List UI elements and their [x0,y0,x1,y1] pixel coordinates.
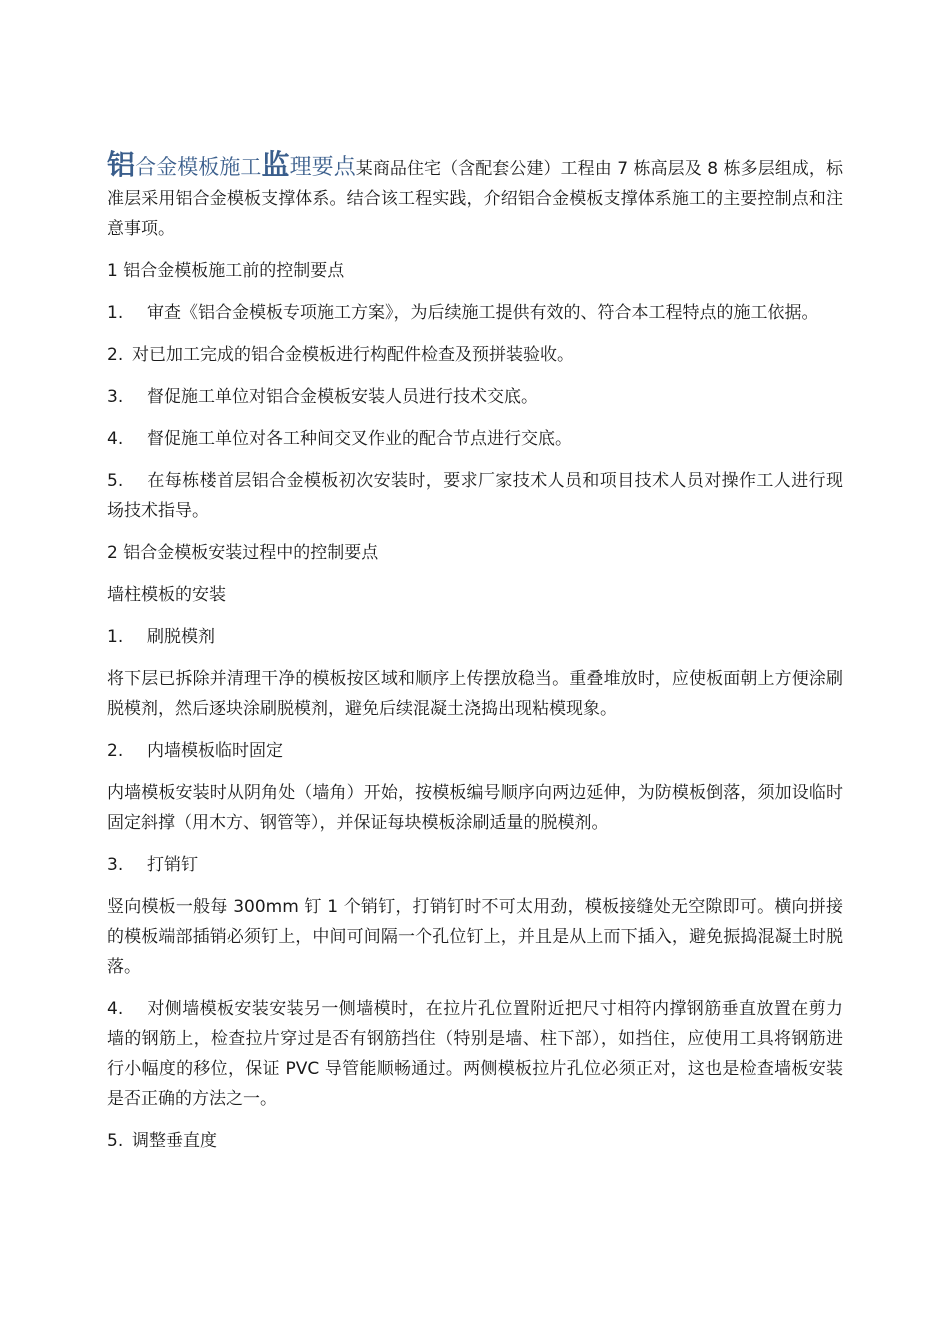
list-item: 5. 在每栋楼首层铝合金模板初次安装时，要求厂家技术人员和项目技术人员对操作工人进行现场技术指导。 [107,471,843,521]
list-item: 4. 对侧墙模板安装安装另一侧墙模时，在拉片孔位置附近把尺寸相符内撑钢筋垂直放置在剪力墙的钢筋上，检查拉片穿过是否有钢筋挡住（特别是墙、柱下部），如挡住，应使用工具将钢筋进行小幅度的移位，保证 PVC 导管能顺畅通过。两侧模板拉片孔位必须正对，这也是检查墙板安装是否正确的方法之一。 [107,999,843,1109]
intro-paragraph [107,150,843,244]
list-item: 5. 调整垂直度 [107,1131,217,1151]
intro-text: 某商品住宅（含配套公建）工程由 7 栋高层及 8 栋多层组成，标准层采用铝合金模板支撑体系。结合该工程实践，介绍铝合金模板支撑体系施工的主要控制点和注意事项。 [107,159,843,239]
section1-heading: 1 铝合金模板施工前的控制要点 [107,261,345,281]
document-title: 铝合金模板施工监理要点 [107,148,356,181]
list-item-body: 内墙模板安装时从阴角处（墙角）开始，按模板编号顺序向两边延伸，为防模板倒落，须加设临时固定斜撑（用木方、钢管等），并保证每块模板涂刷适量的脱模剂。 [107,783,843,833]
section2-subheading: 墙柱模板的安装 [107,585,226,605]
list-item-body: 将下层已拆除并清理干净的模板按区域和顺序上传摆放稳当。重叠堆放时，应使板面朝上方便涂刷脱模剂，然后逐块涂刷脱模剂，避免后续混凝土浇捣出现粘模现象。 [107,669,843,719]
list-item: 3. 督促施工单位对铝合金模板安装人员进行技术交底。 [107,387,538,407]
list-item: 2. 对已加工完成的铝合金模板进行构配件检查及预拼装验收。 [107,345,574,365]
list-item-title: 2. 内墙模板临时固定 [107,741,283,761]
document-page [107,150,843,1168]
list-item-body: 竖向模板一般每 300mm 钉 1 个销钉，打销钉时不可太用劲，模板接缝处无空隙即可。横向拼接的模板端部插销必须钉上，中间可间隔一个孔位钉上，并且是从上而下插入，避免振捣混凝土时脱落。 [107,897,843,977]
section2-heading: 2 铝合金模板安装过程中的控制要点 [107,543,379,563]
list-item-title: 1. 刷脱模剂 [107,627,215,647]
list-item-title: 3. 打销钉 [107,855,198,875]
list-item: 1. 审查《铝合金模板专项施工方案》，为后续施工提供有效的、符合本工程特点的施工依据。 [107,303,819,323]
list-item: 4. 督促施工单位对各工种间交叉作业的配合节点进行交底。 [107,429,572,449]
